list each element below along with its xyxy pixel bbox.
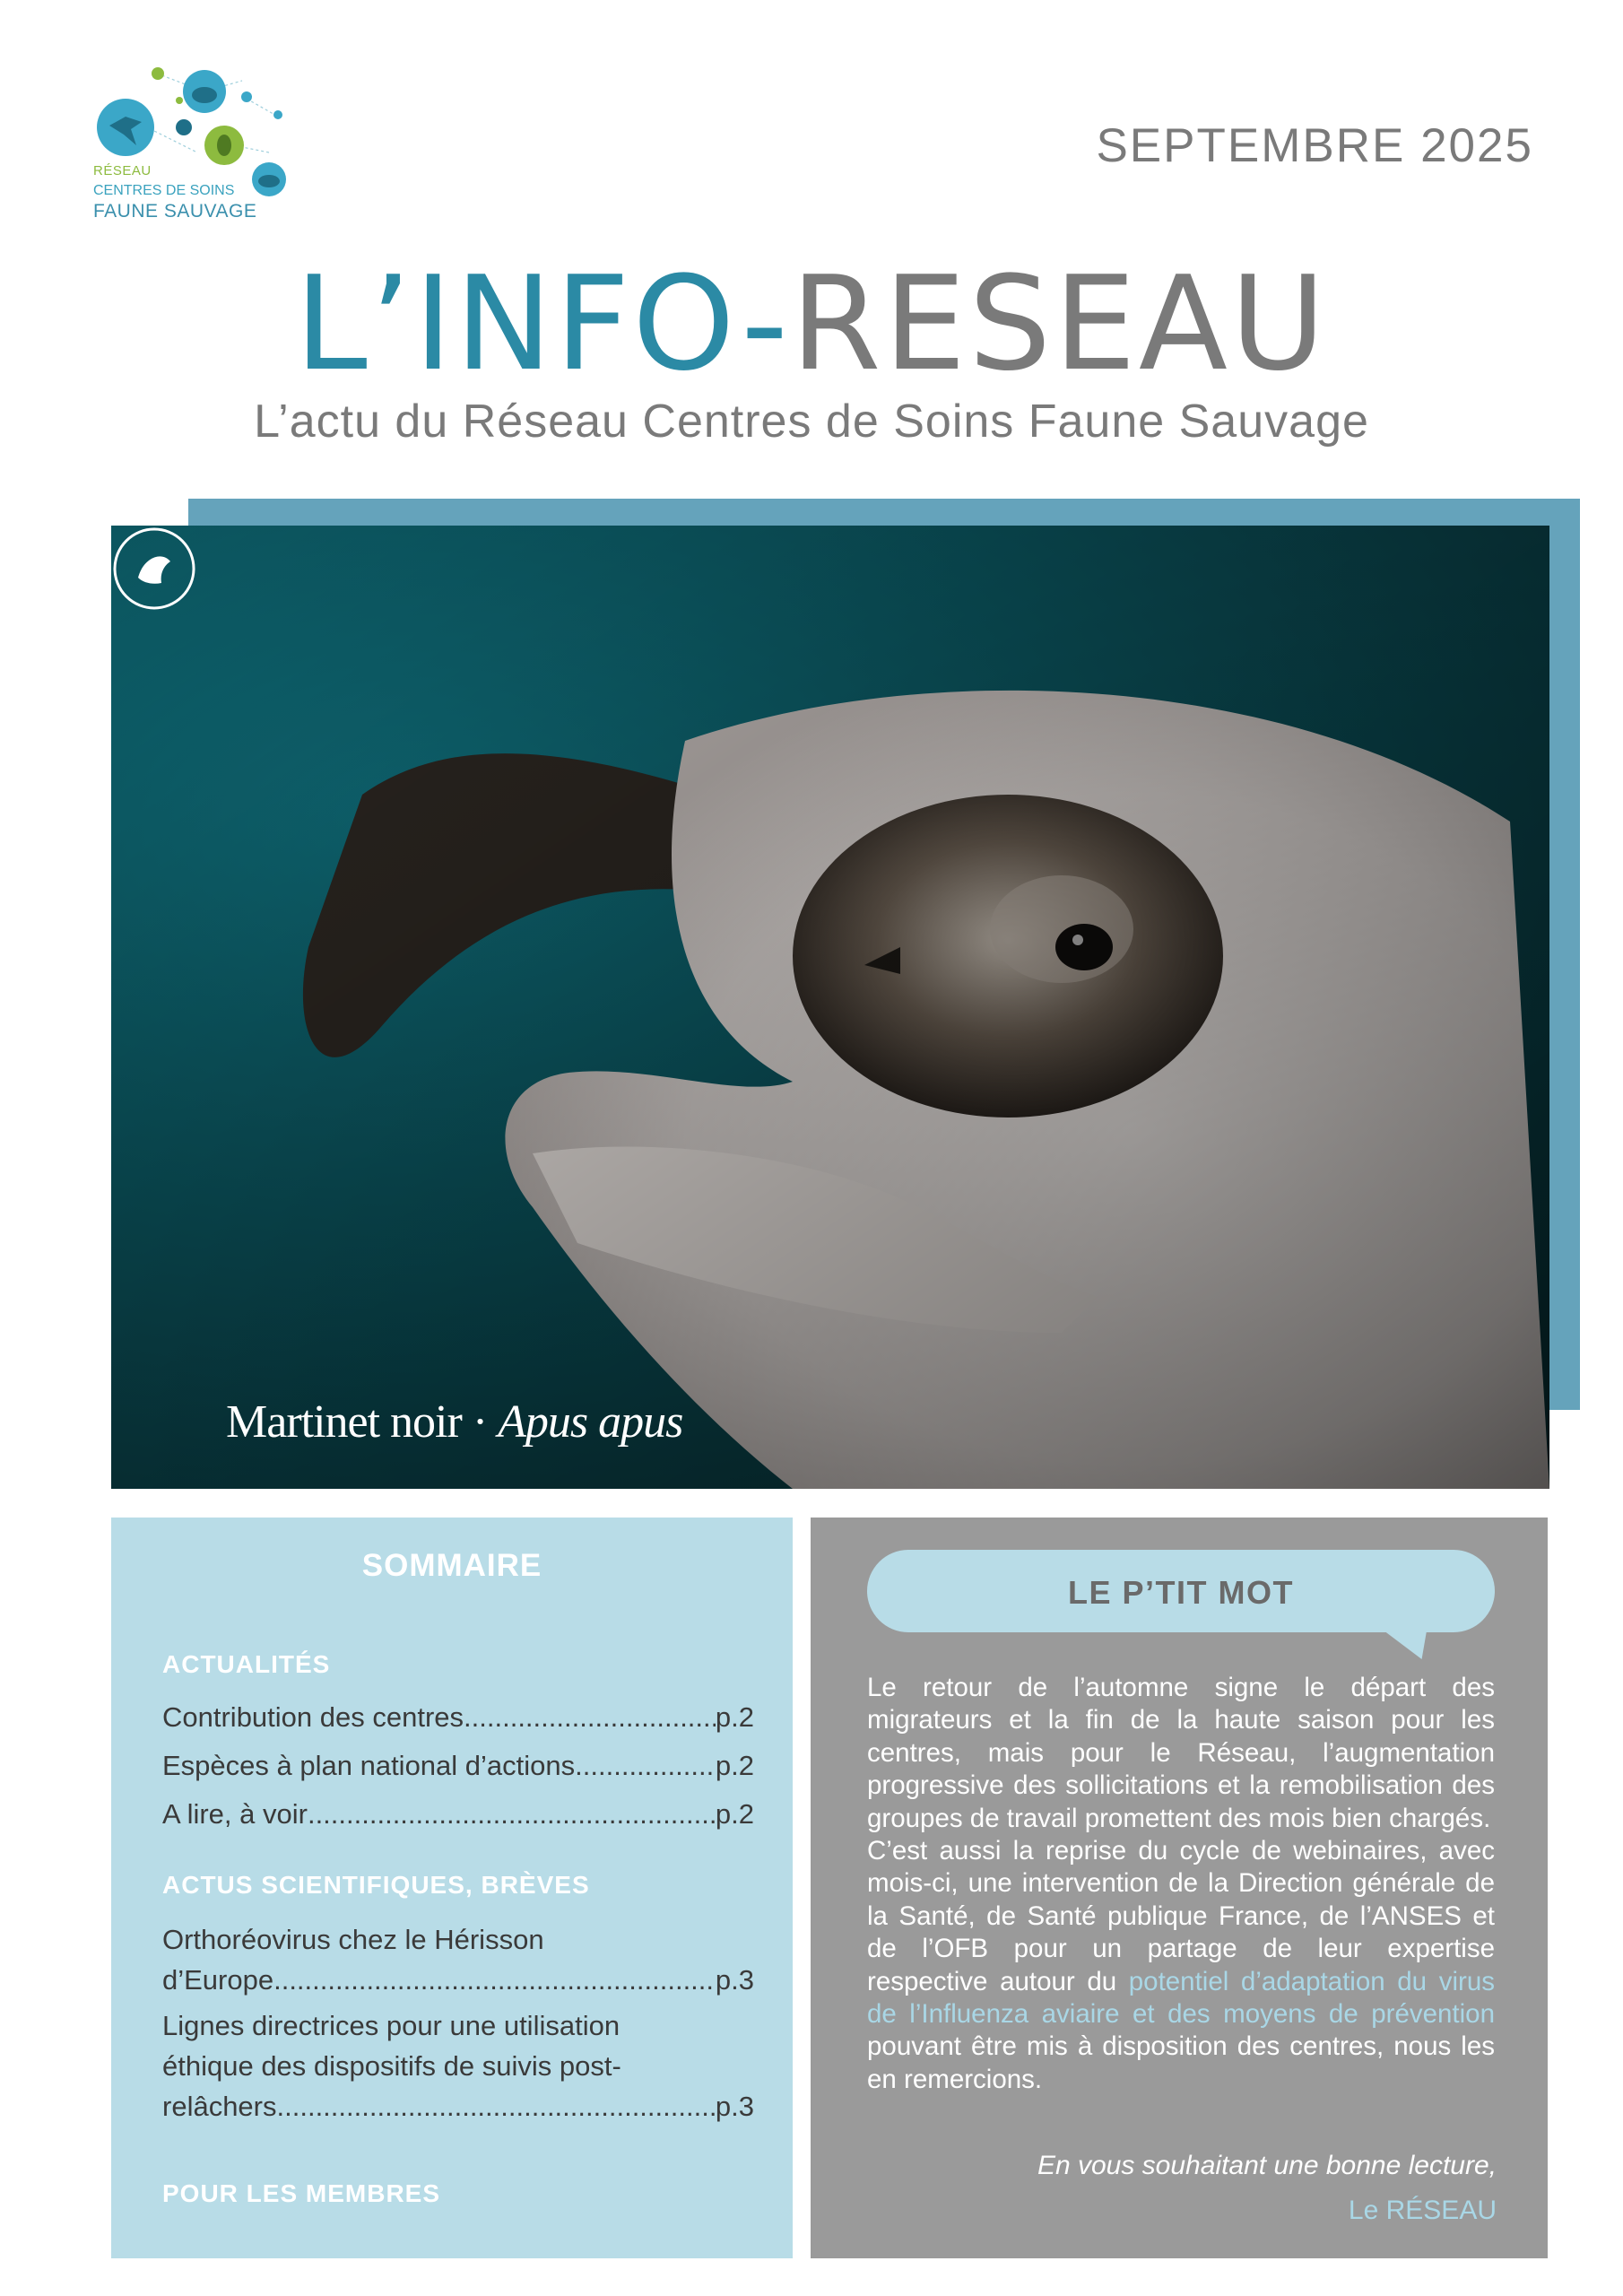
toc-entry-page: p.2 <box>715 1750 754 1781</box>
caption-latin-name: Apus apus <box>498 1396 683 1448</box>
toc-entry-label: relâchers <box>162 2091 277 2122</box>
toc-entry-label: Espèces à plan national d’actions <box>162 1750 576 1781</box>
toc-entry-label: éthique des dispositifs de suivis post- <box>162 2050 621 2082</box>
title-part-info: L’INFO- <box>294 248 791 400</box>
toc-entry-page: p.2 <box>715 1701 754 1733</box>
editorial-signature: Le RÉSEAU <box>1348 2196 1497 2225</box>
hero-photo <box>111 526 1549 1489</box>
toc-list-actualites <box>162 1697 754 1842</box>
toc-leader <box>575 1745 716 1786</box>
editorial-title: LE P’TIT MOT <box>1068 1574 1294 1611</box>
toc-entry-page: p.2 <box>715 1798 754 1830</box>
toc-list-actus-scientifiques <box>162 1919 754 2126</box>
editorial-text: pouvant être mis à disposition des centres, nous les en remercions. <box>867 2031 1495 2094</box>
toc-entry-label: d’Europe <box>162 1964 274 1996</box>
toc-section-actus-scientifiques: ACTUS SCIENTIFIQUES, BRÈVES <box>162 1871 590 1899</box>
tetras-libre-badge-icon <box>111 526 197 612</box>
newsletter-subtitle: L’actu du Réseau Centres de Soins Faune Sauvage <box>254 396 1369 448</box>
toc-entry-page: p.3 <box>715 2091 754 2122</box>
caption-common-name: Martinet noir <box>226 1396 462 1448</box>
toc-leader <box>277 2086 716 2126</box>
toc-entry[interactable] <box>162 1794 754 1842</box>
toc-section-actualites: ACTUALITÉS <box>162 1650 331 1678</box>
title-part-reseau: RESEAU <box>790 248 1329 400</box>
logo-line-3: FAUNE SAUVAGE <box>93 201 257 222</box>
logo-line-2: CENTRES DE SOINS <box>93 183 235 198</box>
toc-leader <box>308 1794 716 1834</box>
toc-entry[interactable] <box>162 2005 754 2126</box>
logo-graphic <box>90 63 296 170</box>
toc-entry[interactable] <box>162 1745 754 1794</box>
toc-entry-page: p.3 <box>715 1964 754 1996</box>
toc-entry-label: A lire, à voir <box>162 1798 308 1830</box>
editorial-closing: En vous souhaitant une bonne lecture, <box>1037 2151 1497 2180</box>
editorial-link[interactable]: potentiel d’adaptation du virus de l’Influenza aviaire et des moyens de prévention <box>867 1966 1495 2030</box>
toc-leader <box>464 1697 716 1737</box>
toc-leader <box>273 1960 716 2000</box>
issue-date: SEPTEMBRE 2025 <box>1096 119 1533 172</box>
toc-entry[interactable] <box>162 1697 754 1745</box>
logo <box>90 63 296 233</box>
caption-separator: · <box>461 1396 499 1448</box>
toc-title: SOMMAIRE <box>361 1548 542 1583</box>
toc-entry[interactable] <box>162 1919 754 2000</box>
table-of-contents <box>111 1518 793 2258</box>
editorial-text: C’est aussi la reprise du cycle de webinaires, avec mois-ci, une intervention de la Direction générale de la Santé, de Santé publique France, de l’ANSES et de l’OFB pour un partage de leur expertise respective autour du <box>867 1836 1495 1996</box>
editorial-paragraph-1: Le retour de l’automne signe le départ des migrateurs et la fin de la haute saison pour les centres, mais pour le Réseau, l’augmentation progressive des sollicitations et la remobilisation des groupes de travail promettent des mois bien chargés. <box>867 1673 1495 1833</box>
toc-section-pour-les-membres: POUR LES MEMBRES <box>162 2179 441 2207</box>
photo-caption <box>226 1396 682 1448</box>
logo-line-1: RÉSEAU <box>93 163 152 178</box>
toc-entry-label: Contribution des centres <box>162 1701 464 1733</box>
newsletter-title <box>0 248 1623 400</box>
toc-entry-label: Orthoréovirus chez le Hérisson <box>162 1924 544 1955</box>
toc-entry-label: Lignes directrices pour une utilisation <box>162 2010 621 2041</box>
editorial-body <box>867 1672 1495 2096</box>
editorial-panel <box>811 1518 1548 2258</box>
editorial-paragraph-2 <box>867 1835 1495 2096</box>
swift-in-hand-illustration <box>111 526 1549 1489</box>
